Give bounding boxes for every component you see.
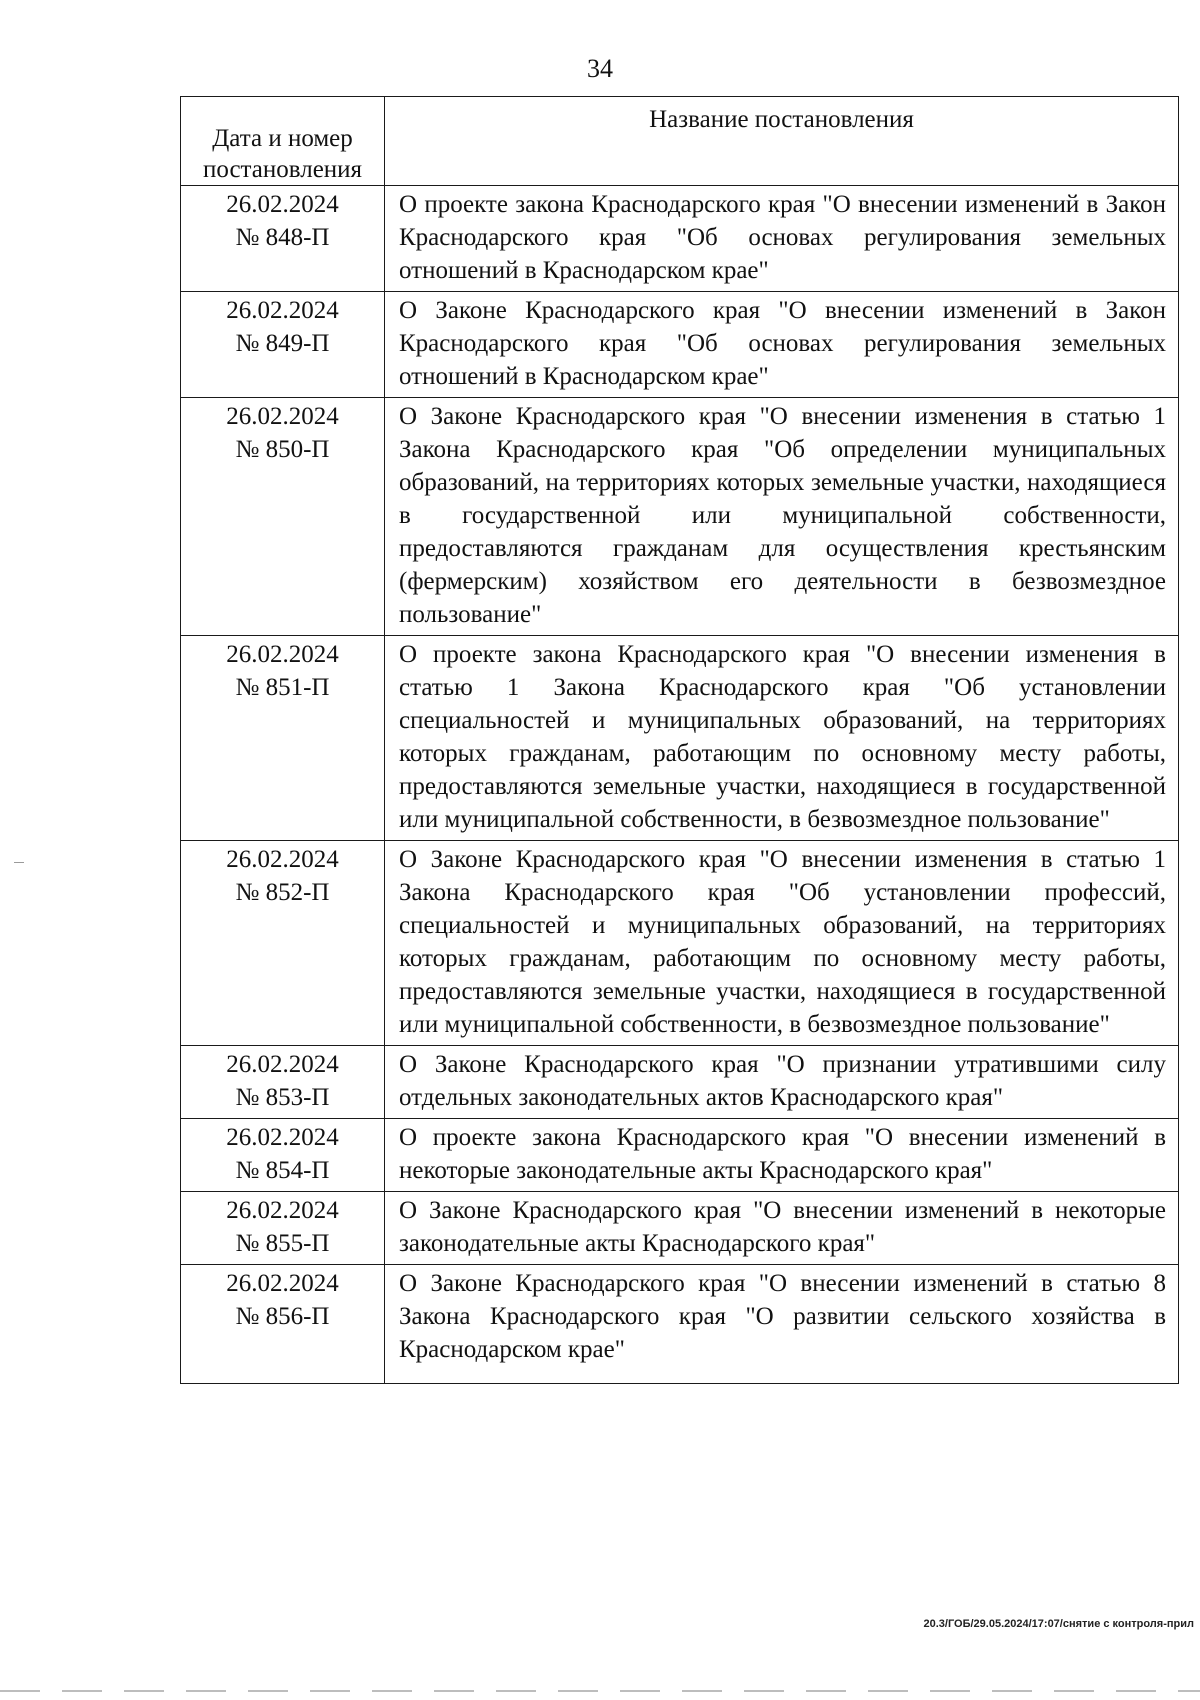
decree-date-cell <box>181 1192 385 1265</box>
decree-title: О проекте закона Краснодарского края "О внесении изменений в Закон Краснодарского края "Об основах регулирования земельных отношений в Краснодарском крае" <box>385 186 1179 292</box>
decree-date-cell <box>181 636 385 841</box>
decree-date-cell <box>181 1265 385 1384</box>
decree-date-cell <box>181 1046 385 1119</box>
decree-number: № 850-П <box>235 436 330 463</box>
table-header-row <box>181 97 1179 186</box>
decree-date: 26.02.2024 <box>226 191 339 218</box>
decree-date: 26.02.2024 <box>226 1270 339 1297</box>
scan-edge-artifact <box>0 1690 1200 1692</box>
decrees-table <box>180 96 1179 1384</box>
decree-title: О проекте закона Краснодарского края "О внесении изменения в статью 1 Закона Краснодарского края "Об установлении специальностей и муниципальных образований, на территориях которых гражданам, работающим по основному месту работы, предоставляются земельные участки, находящиеся в государственной или муниципальной собственности, в безвозмездное пользование" <box>385 636 1179 841</box>
decree-number: № 851-П <box>235 674 330 701</box>
decree-date: 26.02.2024 <box>226 1051 339 1078</box>
table-row <box>181 292 1179 398</box>
decree-title: О Законе Краснодарского края "О внесении изменения в статью 1 Закона Краснодарского края "Об определении муниципальных образований, на территориях которых земельные участки, находящиеся в государственной или муниципальной собственности, предоставляются гражданам для осуществления крестьянским (фермерским) хозяйством его деятельности в безвозмездное пользование" <box>385 398 1179 636</box>
table-row <box>181 1046 1179 1119</box>
table-row <box>181 1192 1179 1265</box>
decree-number: № 855-П <box>235 1230 330 1257</box>
table-row <box>181 841 1179 1046</box>
header-decree-title: Название постановления <box>385 97 1179 186</box>
decree-title: О Законе Краснодарского края "О внесении изменения в статью 1 Закона Краснодарского края "Об установлении профессий, специальностей и муниципальных образований, на территориях которых гражданам, работающим по основному месту работы, предоставляются земельные участки, находящиеся в государственной или муниципальной собственности, в безвозмездное пользование" <box>385 841 1179 1046</box>
decree-number: № 848-П <box>235 224 330 251</box>
decree-title: О Законе Краснодарского края "О внесении изменений в Закон Краснодарского края "Об основах регулирования земельных отношений в Краснодарском крае" <box>385 292 1179 398</box>
table-row <box>181 398 1179 636</box>
decree-date-cell <box>181 186 385 292</box>
decree-date: 26.02.2024 <box>226 1124 339 1151</box>
decree-date-cell <box>181 292 385 398</box>
decree-date-cell <box>181 1119 385 1192</box>
registration-stamp: 20.3/ГОБ/29.05.2024/17:07/снятие с контроля-прил <box>923 1618 1194 1630</box>
page-number: 34 <box>587 54 613 83</box>
decree-number: № 854-П <box>235 1157 330 1184</box>
decree-title: О Законе Краснодарского края "О внесении изменений в некоторые законодательные акты Краснодарского края" <box>385 1192 1179 1265</box>
table-row <box>181 1119 1179 1192</box>
decree-number: № 852-П <box>235 879 330 906</box>
decree-date: 26.02.2024 <box>226 846 339 873</box>
decree-title: О Законе Краснодарского края "О внесении изменений в статью 8 Закона Краснодарского края "О развитии сельского хозяйства в Краснодарском крае" <box>385 1265 1179 1384</box>
decree-title: О Законе Краснодарского края "О признании утратившими силу отдельных законодательных актов Краснодарского края" <box>385 1046 1179 1119</box>
decree-date: 26.02.2024 <box>226 297 339 324</box>
decree-number: № 853-П <box>235 1084 330 1111</box>
decree-date: 26.02.2024 <box>226 403 339 430</box>
decree-date-cell <box>181 398 385 636</box>
header-date-number: Дата и номер постановления <box>181 97 385 186</box>
decree-date-cell <box>181 841 385 1046</box>
decree-date: 26.02.2024 <box>226 641 339 668</box>
table-row <box>181 636 1179 841</box>
decree-date: 26.02.2024 <box>226 1197 339 1224</box>
table-row <box>181 186 1179 292</box>
decree-number: № 849-П <box>235 330 330 357</box>
table-row <box>181 1265 1179 1384</box>
decree-title: О проекте закона Краснодарского края "О внесении изменений в некоторые законодательные акты Краснодарского края" <box>385 1119 1179 1192</box>
scan-artifact <box>14 862 24 863</box>
decree-number: № 856-П <box>235 1303 330 1330</box>
